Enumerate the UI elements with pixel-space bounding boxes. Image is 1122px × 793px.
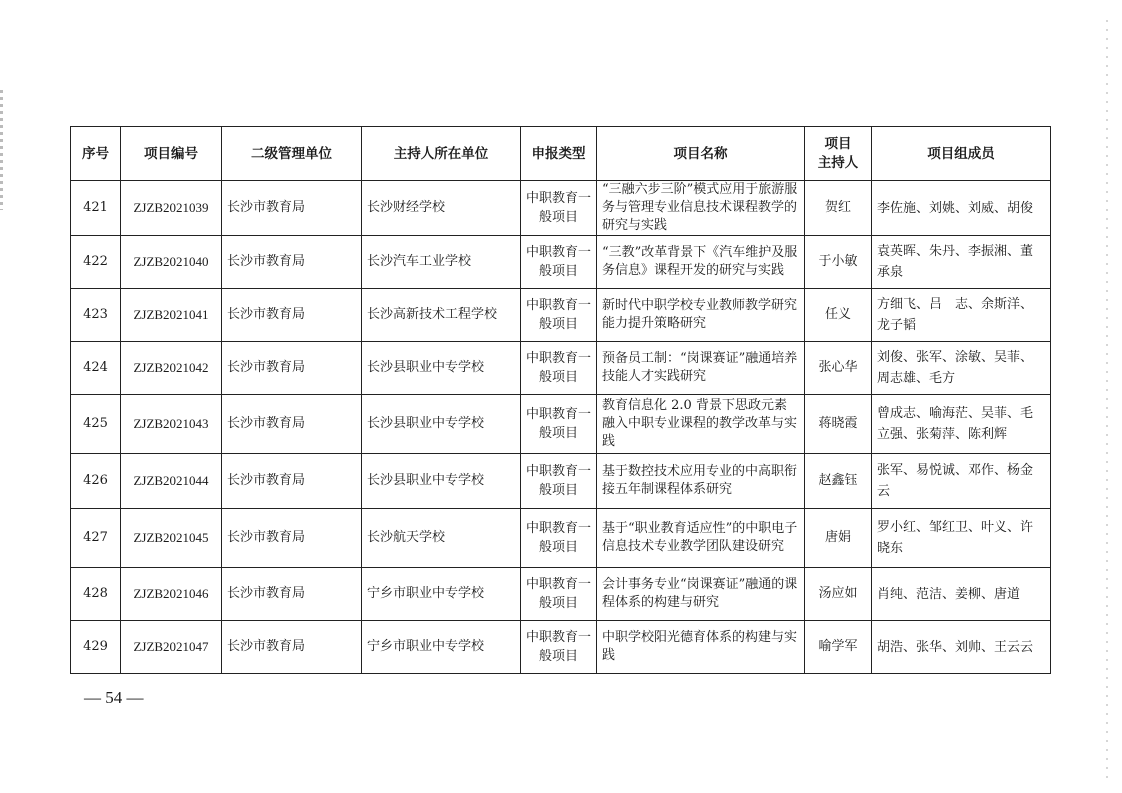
cell-project-name: 新时代中职学校专业教师教学研究能力提升策略研究 bbox=[597, 289, 805, 342]
cell-leader: 唐娟 bbox=[805, 509, 872, 568]
cell-type: 中职教育一般项目 bbox=[521, 289, 597, 342]
cell-project-code: ZJZB2021046 bbox=[121, 568, 222, 621]
table-row bbox=[71, 342, 1051, 395]
cell-members: 方细飞、吕 志、余斯洋、龙子韬 bbox=[872, 289, 1051, 342]
cell-admin-unit: 长沙市教育局 bbox=[222, 289, 362, 342]
cell-seq: 421 bbox=[71, 181, 121, 236]
cell-members: 曾成志、喻海茫、吴菲、毛立强、张菊萍、陈利辉 bbox=[872, 395, 1051, 454]
cell-project-code: ZJZB2021042 bbox=[121, 342, 222, 395]
cell-admin-unit: 长沙市教育局 bbox=[222, 621, 362, 674]
cell-host-unit: 长沙财经学校 bbox=[362, 181, 521, 236]
page-number: — 54 — bbox=[84, 688, 144, 707]
cell-type: 中职教育一般项目 bbox=[521, 395, 597, 454]
cell-members: 张军、易悦诚、邓作、杨金云 bbox=[872, 454, 1051, 509]
cell-project-code: ZJZB2021043 bbox=[121, 395, 222, 454]
cell-project-name: 中职学校阳光德育体系的构建与实践 bbox=[597, 621, 805, 674]
project-table bbox=[70, 126, 1051, 674]
cell-project-code: ZJZB2021045 bbox=[121, 509, 222, 568]
cell-admin-unit: 长沙市教育局 bbox=[222, 509, 362, 568]
table-row bbox=[71, 621, 1051, 674]
cell-members: 李佐施、刘姚、刘威、胡俊 bbox=[872, 181, 1051, 236]
table-row bbox=[71, 568, 1051, 621]
cell-members: 袁英晖、朱丹、李振湘、董承泉 bbox=[872, 236, 1051, 289]
header-project-code: 项目编号 bbox=[121, 127, 222, 181]
cell-type: 中职教育一般项目 bbox=[521, 454, 597, 509]
cell-type: 中职教育一般项目 bbox=[521, 568, 597, 621]
header-admin-unit: 二级管理单位 bbox=[222, 127, 362, 181]
table-row bbox=[71, 289, 1051, 342]
cell-type: 中职教育一般项目 bbox=[521, 236, 597, 289]
cell-project-code: ZJZB2021047 bbox=[121, 621, 222, 674]
table-header-row bbox=[71, 127, 1051, 181]
cell-seq: 427 bbox=[71, 509, 121, 568]
cell-host-unit: 长沙高新技术工程学校 bbox=[362, 289, 521, 342]
cell-seq: 424 bbox=[71, 342, 121, 395]
cell-leader: 喻学军 bbox=[805, 621, 872, 674]
cell-project-code: ZJZB2021039 bbox=[121, 181, 222, 236]
cell-leader: 汤应如 bbox=[805, 568, 872, 621]
scan-edge-mark-right bbox=[1106, 20, 1108, 780]
header-project-name: 项目名称 bbox=[597, 127, 805, 181]
cell-seq: 422 bbox=[71, 236, 121, 289]
cell-project-code: ZJZB2021040 bbox=[121, 236, 222, 289]
cell-seq: 423 bbox=[71, 289, 121, 342]
cell-admin-unit: 长沙市教育局 bbox=[222, 454, 362, 509]
cell-type: 中职教育一般项目 bbox=[521, 342, 597, 395]
cell-members: 罗小红、邹红卫、叶义、许晓东 bbox=[872, 509, 1051, 568]
cell-members: 肖纯、范洁、姜柳、唐道 bbox=[872, 568, 1051, 621]
scan-edge-mark-left bbox=[0, 90, 3, 210]
cell-leader: 任义 bbox=[805, 289, 872, 342]
cell-seq: 426 bbox=[71, 454, 121, 509]
cell-admin-unit: 长沙市教育局 bbox=[222, 181, 362, 236]
header-host-unit: 主持人所在单位 bbox=[362, 127, 521, 181]
table-row bbox=[71, 236, 1051, 289]
cell-type: 中职教育一般项目 bbox=[521, 621, 597, 674]
cell-host-unit: 长沙航天学校 bbox=[362, 509, 521, 568]
cell-project-name: “三融六步三阶”模式应用于旅游服务与管理专业信息技术课程教学的研究与实践 bbox=[597, 181, 805, 236]
cell-host-unit: 长沙县职业中专学校 bbox=[362, 342, 521, 395]
table-row bbox=[71, 454, 1051, 509]
cell-project-name: “三教”改革背景下《汽车维护及服务信息》课程开发的研究与实践 bbox=[597, 236, 805, 289]
cell-members: 刘俊、张军、涂敏、吴菲、周志雄、毛方 bbox=[872, 342, 1051, 395]
table-row bbox=[71, 395, 1051, 454]
cell-project-code: ZJZB2021041 bbox=[121, 289, 222, 342]
cell-host-unit: 长沙县职业中专学校 bbox=[362, 395, 521, 454]
cell-project-name: 会计事务专业“岗课赛证”融通的课程体系的构建与研究 bbox=[597, 568, 805, 621]
table-row bbox=[71, 509, 1051, 568]
cell-leader: 赵鑫钰 bbox=[805, 454, 872, 509]
cell-leader: 贺红 bbox=[805, 181, 872, 236]
cell-project-name: 预备员工制：“岗课赛证”融通培养技能人才实践研究 bbox=[597, 342, 805, 395]
cell-project-name: 教育信息化 2.0 背景下思政元素融入中职专业课程的教学改革与实践 bbox=[597, 395, 805, 454]
cell-members: 胡浩、张华、刘帅、王云云 bbox=[872, 621, 1051, 674]
cell-host-unit: 长沙汽车工业学校 bbox=[362, 236, 521, 289]
cell-seq: 428 bbox=[71, 568, 121, 621]
cell-type: 中职教育一般项目 bbox=[521, 509, 597, 568]
cell-project-code: ZJZB2021044 bbox=[121, 454, 222, 509]
cell-leader: 蒋晓霞 bbox=[805, 395, 872, 454]
cell-leader: 于小敏 bbox=[805, 236, 872, 289]
header-type: 申报类型 bbox=[521, 127, 597, 181]
cell-project-name: 基于“职业教育适应性”的中职电子信息技术专业教学团队建设研究 bbox=[597, 509, 805, 568]
table-row bbox=[71, 181, 1051, 236]
cell-admin-unit: 长沙市教育局 bbox=[222, 236, 362, 289]
header-leader: 项目 主持人 bbox=[805, 127, 872, 181]
cell-admin-unit: 长沙市教育局 bbox=[222, 395, 362, 454]
cell-admin-unit: 长沙市教育局 bbox=[222, 342, 362, 395]
cell-host-unit: 宁乡市职业中专学校 bbox=[362, 621, 521, 674]
cell-admin-unit: 长沙市教育局 bbox=[222, 568, 362, 621]
header-seq: 序号 bbox=[71, 127, 121, 181]
cell-seq: 429 bbox=[71, 621, 121, 674]
cell-project-name: 基于数控技术应用专业的中高职衔接五年制课程体系研究 bbox=[597, 454, 805, 509]
cell-host-unit: 宁乡市职业中专学校 bbox=[362, 568, 521, 621]
cell-seq: 425 bbox=[71, 395, 121, 454]
header-members: 项目组成员 bbox=[872, 127, 1051, 181]
cell-type: 中职教育一般项目 bbox=[521, 181, 597, 236]
cell-leader: 张心华 bbox=[805, 342, 872, 395]
cell-host-unit: 长沙县职业中专学校 bbox=[362, 454, 521, 509]
